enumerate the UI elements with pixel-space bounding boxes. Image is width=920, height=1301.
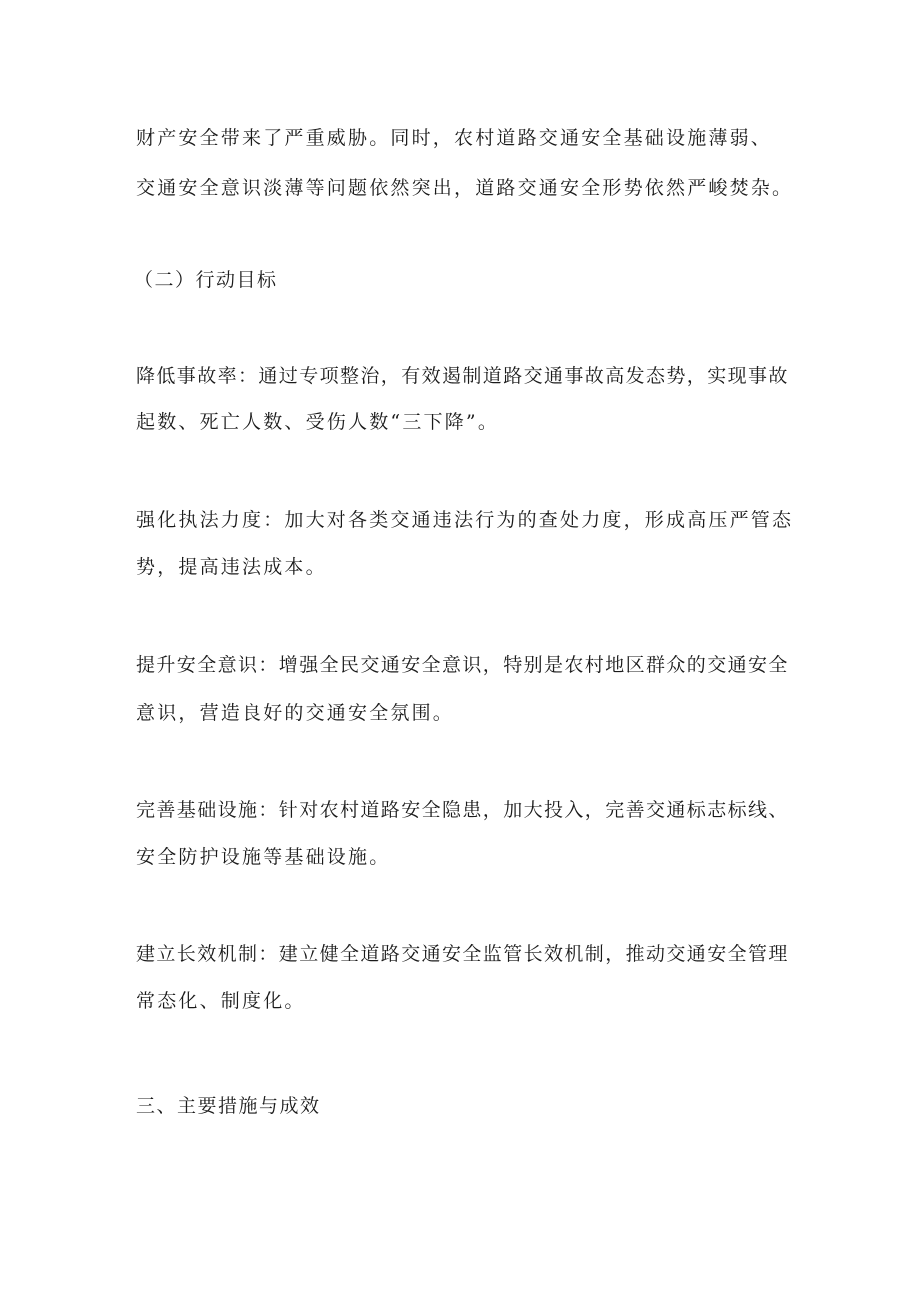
goal-2-line-2: 势，提高违法成本。 <box>136 556 327 578</box>
goal-3-line-2: 意识，营造良好的交通安全氛围。 <box>136 702 455 724</box>
goal-1-line-2: 起数、死亡人数、受伤人数“三下降”。 <box>136 411 500 433</box>
goal-5-line-2: 常态化、制度化。 <box>136 990 306 1012</box>
goal-2-line-1: 强化执法力度：加大对各类交通违法行为的查处力度，形成高压严管态 <box>136 509 794 531</box>
intro-line-2: 交通安全意识淡薄等问题依然突出，道路交通安全形势依然严峻焚杂。 <box>136 177 794 199</box>
intro-line-1: 财产安全带来了严重威胁。同时，农村道路交通安全基础设施薄弱、 <box>136 127 773 149</box>
goal-3-line-1: 提升安全意识：增强全民交通安全意识，特别是农村地区群众的交通安全 <box>136 654 789 676</box>
goal-4-line-1: 完善基础设施：针对农村道路安全隐患，加大投入，完善交通标志标线、 <box>136 799 789 821</box>
goal-4-line-2: 安全防护设施等基础设施。 <box>136 846 391 868</box>
section-heading-action-goals: （二）行动目标 <box>134 269 278 291</box>
goal-1-line-1: 降低事故率：通过专项整治，有效遏制道路交通事故高发态势，实现事故 <box>136 365 789 387</box>
section-heading-main-measures: 三、主要措施与成效 <box>136 1095 321 1117</box>
goal-5-line-1: 建立长效机制：建立健全道路交通安全监管长效机制，推动交通安全管理 <box>136 943 789 965</box>
